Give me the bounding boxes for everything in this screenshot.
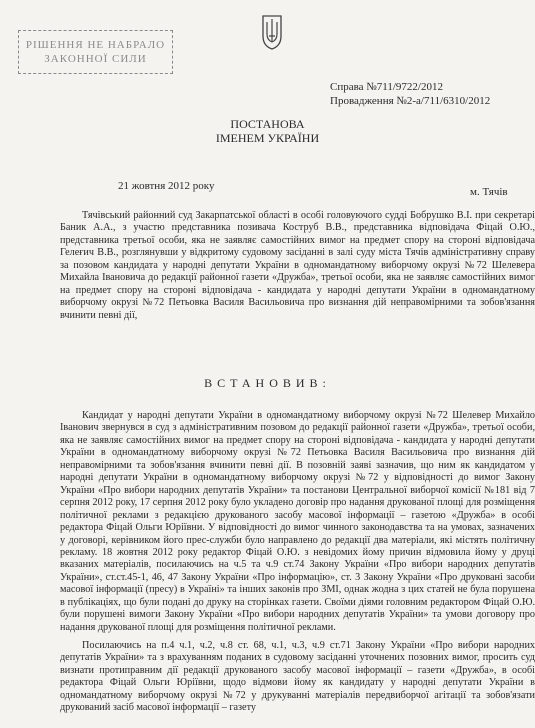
stamp-line-1: РІШЕННЯ НЕ НАБРАЛО <box>25 39 166 51</box>
document-title: ПОСТАНОВА <box>230 117 305 131</box>
document-place: м. Тячів <box>470 186 508 198</box>
body-paragraph-2: Посилаючись на п.4 ч.1, ч.2, ч.8 ст. 68, ч.1, ч.3, ч.9 ст.71 Закону України «Про вибори народних депутатів України» та з врахуванням поданих в судовому засіданні уточнених позовних вимог, просить суд визнати протиправним дії редакції друкованого засобу масової інформації – газети «Дружба», в особі редактора Фіцай Ольги Юріївни, щодо відмови йому як кандидату у народні депутати України в одномандатному виборчому окрузі №72 у друкуванні матеріалів передвиборчої агітації та зобов'язати друкований засіб масової інформації – газету <box>60 640 535 714</box>
case-number: Справа №711/9722/2012 <box>330 81 443 93</box>
document-date: 21 жовтня 2012 року <box>118 180 215 192</box>
section-heading: ВСТАНОВИВ: <box>204 376 331 390</box>
document-subtitle: ІМЕНЕМ УКРАЇНИ <box>215 131 320 145</box>
coat-of-arms-icon <box>261 14 283 50</box>
case-info <box>330 80 490 108</box>
body-paragraph-1: Кандидат у народні депутати України в одномандатному виборчому окрузі №72 Шелевер Михайло Іванович звернувся в суд з адміністративним позовом до редакції районної газети «Дружба», третьої особи, яка не заявляє самостійних вимог на предмет спору на стороні відповідача - кандидата у народні депутати України в одномандатному виборчому окрузі №72 Петьовка Василя Васильовича про визнання дій неправомірними та зобов'язання вчинити певні дії. В позовній заяві зазначив, що ним як кандидатом у народні депутати України в одномандатному виборчому окрузі №72 у відповідності до вимог Закону України «Про вибори народних депутатів України» та постанови Центральної виборчої комісії №181 від 7 серпня 2012 року, 17 серпня 2012 року було укладено договір про надання друкованої площі для розміщення політичної реклами з редакцією друкованого засобу масової інформації – газетою «Дружба» в особі редактора Фіцай Ольги Юріївни. У відповідності до вимог чинного законодавства та на умовах, зазначених у договорі, керівником його прес-служби було направлено до редакції два матеріали, які містять політичну рекламу. 18 жовтня 2012 року редактор Фіцай О.Ю. з невідомих йому причин відмовила йому у друці вказаних матеріалів, посилаючись на ч.5 та ч.9 ст.74 Закону України «Про вибори народних депутатів України», ст.ст.45-1, 46, 47 Закону України «Про інформацію», ст. 3 Закону України «Про друковані засоби масової інформації (пресу) в Україні» та інших законів про ЗМІ, однак жодна з цих статей не була порушена в публікаціях, що були подані до друку на сторінках газети. Своїми діями головним редактором Фіцай О.Ю. були порушені вимоги Закону України «Про вибори народних депутатів України» та умови договору про надання друкованої площі для розміщення політичної реклами. <box>60 410 535 633</box>
intro-paragraph: Тячівський районний суд Закарпатської області в особі головуючого судді Бобрушко В.І. при секретарі Баник А.А., з участю представника позивача Коструб В.В., представника відповідача Фіцай О.Ю., представника третьої особи, яка не заявляє самостійних вимог на предмет спору на стороні відповідача Гелеғич В.В., розглянувши у відкритому судовому засіданні в залі суду міста Тячів адміністративну справу за позовом кандидата у народні депутати України в одномандатному виборчому окрузі №72 Шелевера Михайла Івановича до редакції районної газети «Дружба», третьої особи, яка не заявляє самостійних вимог на предмет спору на стороні відповідача - кандидата у народні депутати України в одномандатному виборчому окрузі №72 Петьовка Василя Васильовича про визнання дій неправомірними та зобов'язання вчинити певні дії, <box>60 210 535 321</box>
proceeding-number: Провадження №2-а/711/6310/2012 <box>330 95 491 107</box>
stamp-line-2: ЗАКОННОЇ СИЛИ <box>44 53 147 65</box>
court-stamp <box>18 30 173 74</box>
